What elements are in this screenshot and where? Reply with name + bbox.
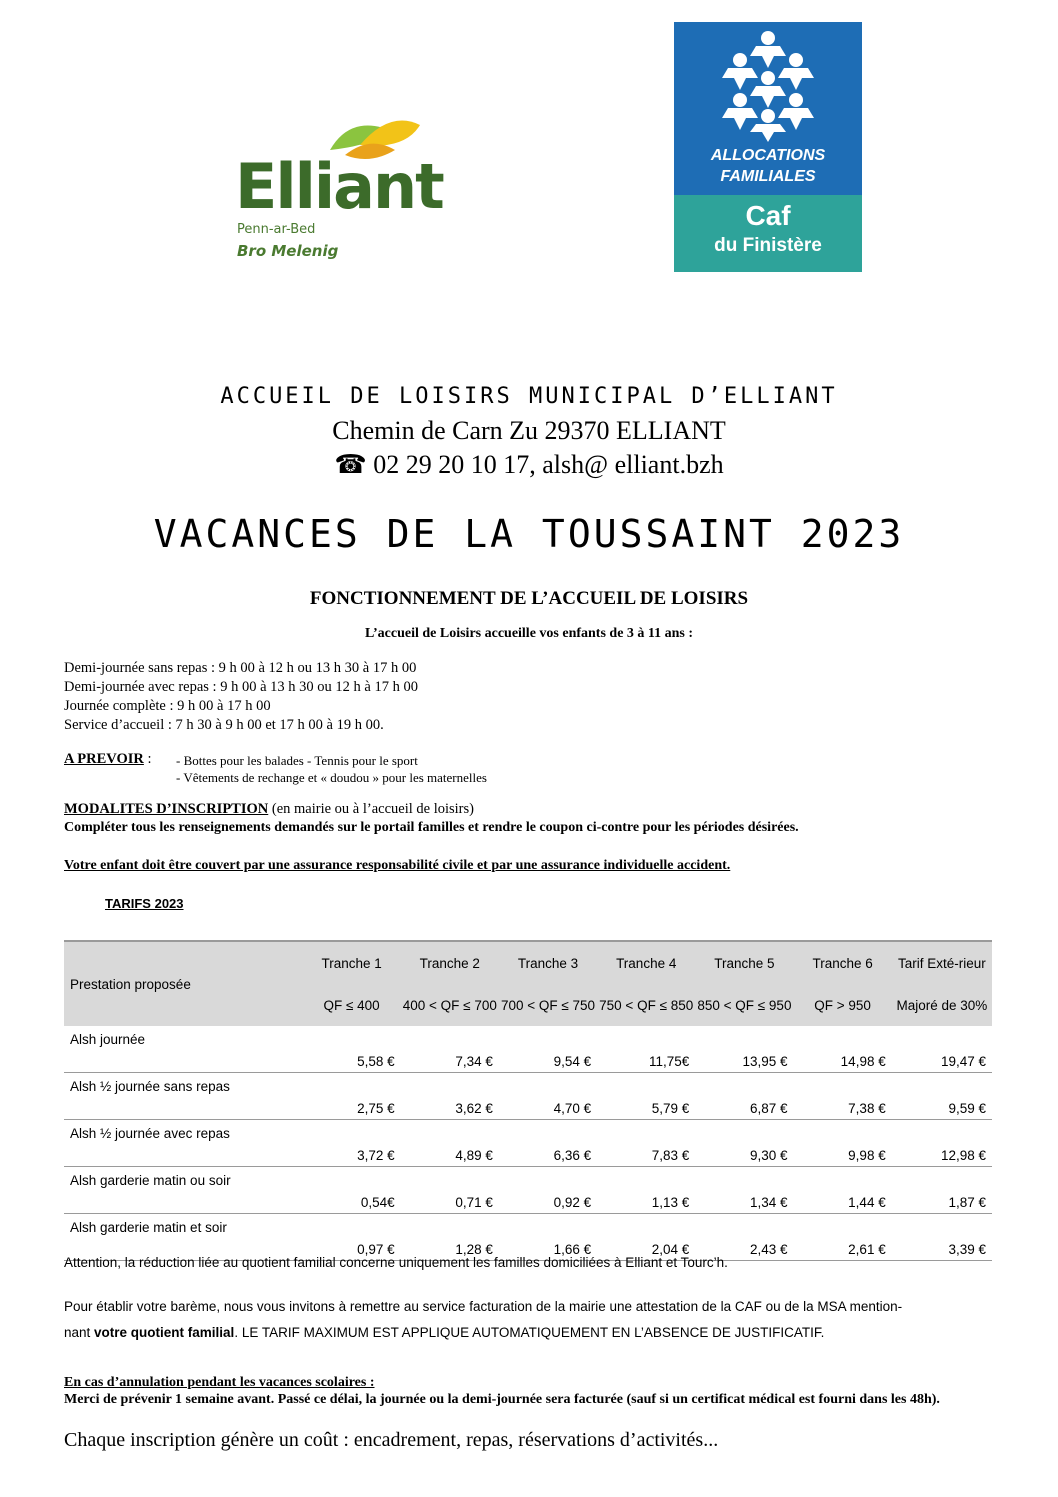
table-row <box>64 1073 992 1120</box>
row-value: 1,66 € <box>499 1214 597 1261</box>
row-value: 0,54€ <box>303 1167 401 1214</box>
header-tranche: Tranche 4 <box>597 941 695 984</box>
header-tranche: Tranche 3 <box>499 941 597 984</box>
intro-text: L’accueil de Loisirs accueille vos enfants de 3 à 11 ans : <box>364 626 694 641</box>
elliant-wordmark: Elliant <box>235 150 443 223</box>
row-value: 5,79 € <box>597 1073 695 1120</box>
header-qf: Majoré de 30% <box>892 984 992 1026</box>
header-qf: QF > 950 <box>794 984 892 1026</box>
elliant-subtitle-2: Bro Melenig <box>237 242 339 260</box>
section-title: FONCTIONNEMENT DE L’ACCUEIL DE LOISIRS <box>309 588 749 609</box>
row-value: 4,89 € <box>401 1120 499 1167</box>
bareme-bold: votre quotient familial <box>94 1325 235 1340</box>
bareme-part1: Pour établir votre barème, nous vous invitons à remettre au service facturation de la mairie une attestation de la CAF ou de la MSA mention- <box>64 1299 903 1314</box>
row-value: 3,72 € <box>303 1120 401 1167</box>
table-row <box>64 1167 992 1214</box>
row-value: 6,87 € <box>695 1073 793 1120</box>
row-value: 9,30 € <box>695 1120 793 1167</box>
prevoir-sep: : <box>143 751 152 767</box>
caf-subtitle: du Finistère <box>714 235 822 256</box>
row-value: 9,98 € <box>794 1120 892 1167</box>
row-label: Alsh journée <box>64 1026 303 1073</box>
prevoir-heading <box>64 751 152 768</box>
prevoir-label: A PREVOIR <box>64 751 144 767</box>
header-tranche: Tranche 2 <box>401 941 499 984</box>
header-tranche: Tranche 5 <box>695 941 793 984</box>
row-value: 2,04 € <box>597 1214 695 1261</box>
annulation-text: Merci de prévenir 1 semaine avant. Passé ce délai, la journée ou la demi-journée sera facturée (sauf si un certificat médical est fourni dans les 48h). <box>64 1392 940 1407</box>
row-value: 5,58 € <box>303 1026 401 1073</box>
schedule-line: Demi-journée sans repas : 9 h 00 à 12 h ou 13 h 30 à 17 h 00 <box>64 660 417 676</box>
tarif-table <box>64 940 992 1261</box>
elliant-subtitle: Penn-ar-Bed <box>237 222 316 237</box>
header-qf: 750 < QF ≤ 850 <box>597 984 695 1026</box>
modalites-heading <box>64 801 474 818</box>
contact-line <box>0 450 1058 480</box>
schedule-line: Demi-journée avec repas : 9 h 00 à 13 h 30 ou 12 h à 17 h 00 <box>64 679 418 695</box>
row-value: 1,87 € <box>892 1167 992 1214</box>
annulation-title: En cas d’annulation pendant les vacances scolaires : <box>64 1375 375 1390</box>
row-value: 3,39 € <box>892 1214 992 1261</box>
annulation-cost: Chaque inscription génère un coût : encadrement, repas, réservations d’activités... <box>64 1429 719 1451</box>
header-qf: QF ≤ 400 <box>303 984 401 1026</box>
row-label: Alsh ½ journée avec repas <box>64 1120 303 1167</box>
row-value: 1,34 € <box>695 1167 793 1214</box>
schedule-line: Journée complète : 9 h 00 à 17 h 00 <box>64 698 271 714</box>
row-value: 7,83 € <box>597 1120 695 1167</box>
row-value: 19,47 € <box>892 1026 992 1073</box>
row-value: 14,98 € <box>794 1026 892 1073</box>
row-label: Alsh garderie matin et soir <box>64 1214 303 1261</box>
row-value: 11,75€ <box>597 1026 695 1073</box>
row-value: 2,75 € <box>303 1073 401 1120</box>
row-value: 13,95 € <box>695 1026 793 1073</box>
row-value: 9,59 € <box>892 1073 992 1120</box>
prevoir-item: - Vêtements de rechange et « doudou » pour les maternelles <box>176 770 487 785</box>
modalites-label: MODALITES D’INSCRIPTION <box>64 801 269 817</box>
address: Chemin de Carn Zu 29370 ELLIANT <box>332 416 726 445</box>
header-qf: 400 < QF ≤ 700 <box>401 984 499 1026</box>
contact-info: 02 29 20 10 17, alsh@ elliant.bzh <box>373 450 724 479</box>
row-value: 0,97 € <box>303 1214 401 1261</box>
row-value: 4,70 € <box>499 1073 597 1120</box>
org-name: ACCUEIL DE LOISIRS MUNICIPAL D’ELLIANT <box>220 384 838 409</box>
row-value: 1,13 € <box>597 1167 695 1214</box>
row-value: 12,98 € <box>892 1120 992 1167</box>
assurance-text: Votre enfant doit être couvert par une assurance responsabilité civile et par une assurance individuelle accident. <box>64 858 731 873</box>
table-row <box>64 1026 992 1073</box>
row-value: 0,71 € <box>401 1167 499 1214</box>
modalites-text: Compléter tous les renseignements demandés sur le portail familles et rendre le coupon ci-contre pour les périodes désirées. <box>64 820 799 835</box>
modalites-note: (en mairie ou à l’accueil de loisirs) <box>268 801 474 817</box>
row-label: Alsh garderie matin ou soir <box>64 1167 303 1214</box>
header-tranche: Tranche 6 <box>794 941 892 984</box>
elliant-logo <box>225 110 465 270</box>
phone-icon: ☎ <box>334 450 367 479</box>
row-value: 0,92 € <box>499 1167 597 1214</box>
bareme-part2: nant <box>64 1325 95 1340</box>
families-icon <box>718 30 818 142</box>
row-value: 7,38 € <box>794 1073 892 1120</box>
bareme-note <box>64 1294 994 1346</box>
header-tranche: Tarif Exté-rieur <box>892 941 992 984</box>
row-value: 1,28 € <box>401 1214 499 1261</box>
table-header-row <box>64 941 992 984</box>
schedule-line: Service d’accueil : 7 h 30 à 9 h 00 et 17 h 00 à 19 h 00. <box>64 717 384 733</box>
row-value: 9,54 € <box>499 1026 597 1073</box>
table-row <box>64 1120 992 1167</box>
prevoir-item: - Bottes pour les balades - Tennis pour le sport <box>176 753 418 768</box>
row-value: 3,62 € <box>401 1073 499 1120</box>
row-value: 6,36 € <box>499 1120 597 1167</box>
caf-familiales: FAMILIALES <box>720 168 816 185</box>
tarifs-title: TARIFS 2023 <box>105 896 184 911</box>
row-value: 1,44 € <box>794 1167 892 1214</box>
caf-logo <box>674 22 862 272</box>
caf-name: Caf <box>745 200 791 231</box>
caf-allocations: ALLOCATIONS <box>710 147 826 164</box>
header-qf: 700 < QF ≤ 750 <box>499 984 597 1026</box>
attention-note: Attention, la réduction liée au quotient familial concerne uniquement les familles domiciliées à Elliant et Tourc’h. <box>64 1255 728 1270</box>
row-value: 7,34 € <box>401 1026 499 1073</box>
row-label: Alsh ½ journée sans repas <box>64 1073 303 1120</box>
header-qf: 850 < QF ≤ 950 <box>695 984 793 1026</box>
header-prestation: Prestation proposée <box>64 941 303 1026</box>
page-title: VACANCES DE LA TOUSSAINT 2023 <box>153 512 905 556</box>
header-tranche: Tranche 1 <box>303 941 401 984</box>
bareme-part3: . LE TARIF MAXIMUM EST APPLIQUE AUTOMATIQUEMENT EN L’ABSENCE DE JUSTIFICATIF. <box>234 1325 825 1340</box>
row-value: 2,43 € <box>695 1214 793 1261</box>
row-value: 2,61 € <box>794 1214 892 1261</box>
